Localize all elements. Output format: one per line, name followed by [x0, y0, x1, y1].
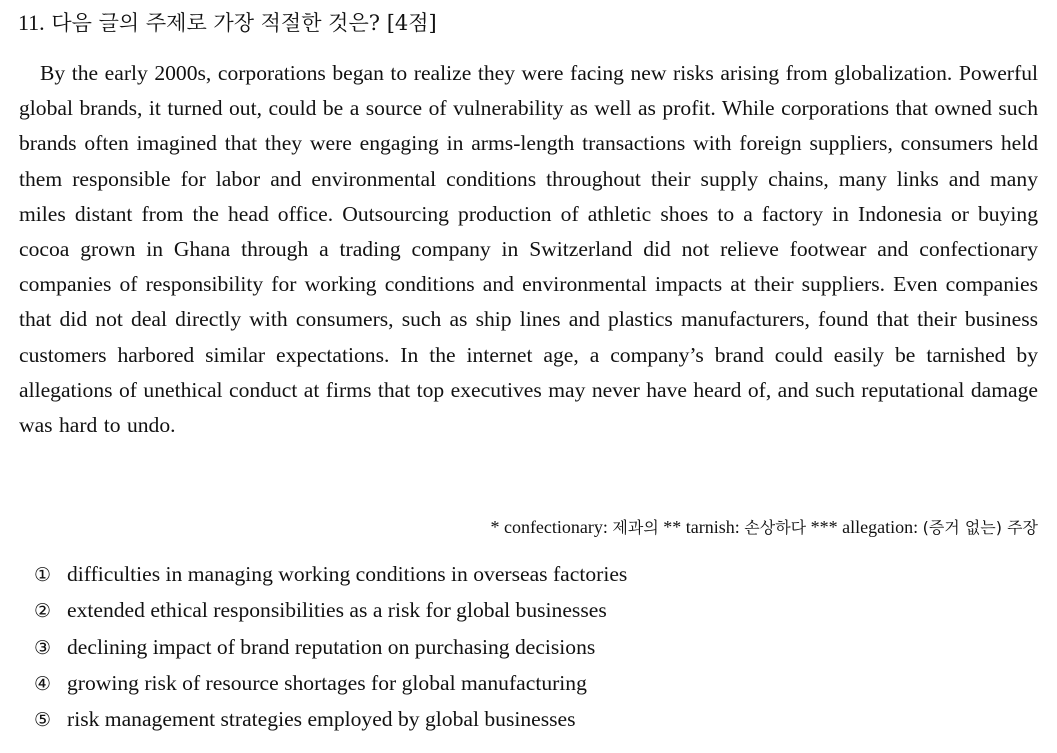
footnote-term: tarnish:	[685, 517, 740, 537]
choice-text: growing risk of resource shortages for global manufacturing	[67, 670, 587, 695]
choice-marker: ①	[34, 564, 52, 586]
answer-choice-2[interactable]	[34, 593, 627, 629]
question-points: [4점]	[386, 11, 437, 35]
question-text: 다음 글의 주제로 가장 적절한 것은?	[51, 11, 381, 35]
footnote-term: confectionary:	[503, 517, 608, 537]
choice-text: difficulties in managing working conditions in overseas factories	[67, 562, 628, 586]
answer-choices	[34, 557, 627, 738]
footnote-2	[663, 517, 810, 537]
answer-choice-3[interactable]	[34, 630, 627, 666]
choice-marker: ⑤	[34, 709, 52, 732]
choice-text: extended ethical responsibilities as a risk for global businesses	[67, 598, 607, 623]
footnote-meaning: (증거 없는) 주장	[922, 518, 1038, 537]
footnote-1	[490, 517, 663, 537]
footnote-3	[811, 517, 1038, 537]
question-header	[18, 8, 437, 38]
answer-choice-5[interactable]	[34, 702, 627, 738]
answer-choice-1[interactable]	[34, 557, 627, 593]
choice-text: declining impact of brand reputation on purchasing decisions	[67, 634, 596, 659]
footnotes	[490, 514, 1038, 541]
footnote-marker: **	[663, 517, 682, 537]
choice-marker: ②	[34, 600, 52, 623]
footnote-meaning: 손상하다	[744, 518, 807, 537]
footnote-term: allegation:	[842, 517, 919, 537]
footnote-meaning: 제과의	[612, 518, 659, 537]
choice-marker: ④	[34, 672, 52, 695]
question-number: 11.	[18, 10, 45, 35]
footnote-marker: *	[490, 517, 500, 537]
reading-passage: By the early 2000s, corporations began to realize they were facing new risks arising from globalization. Powerful global brands, it turned out, could be a source of vulnerability as well as profit. While corporations that owned such brands often imagined that they were engaging in arms-length transactions with foreign suppliers, consumers held them responsible for labor and environmental conditions throughout their supply chains, many links and many miles distant from the head office. Outsourcing production of athletic shoes to a factory in Indonesia or buying cocoa grown in Ghana through a trading company in Switzerland did not relieve footwear and confectionary companies of responsibility for working conditions and environmental impacts at their suppliers. Even companies that did not deal directly with consumers, such as ship lines and plastics manufacturers, found that their business customers harbored similar expectations. In the internet age, a company’s brand could easily be tarnished by allegations of unethical conduct at firms that top executives may never have heard of, and such reputational damage was hard to undo.	[19, 61, 1038, 438]
choice-text: risk management strategies employed by global businesses	[67, 707, 576, 732]
footnote-marker: ***	[810, 517, 838, 537]
choice-marker: ③	[34, 636, 52, 659]
answer-choice-4[interactable]	[34, 666, 627, 702]
